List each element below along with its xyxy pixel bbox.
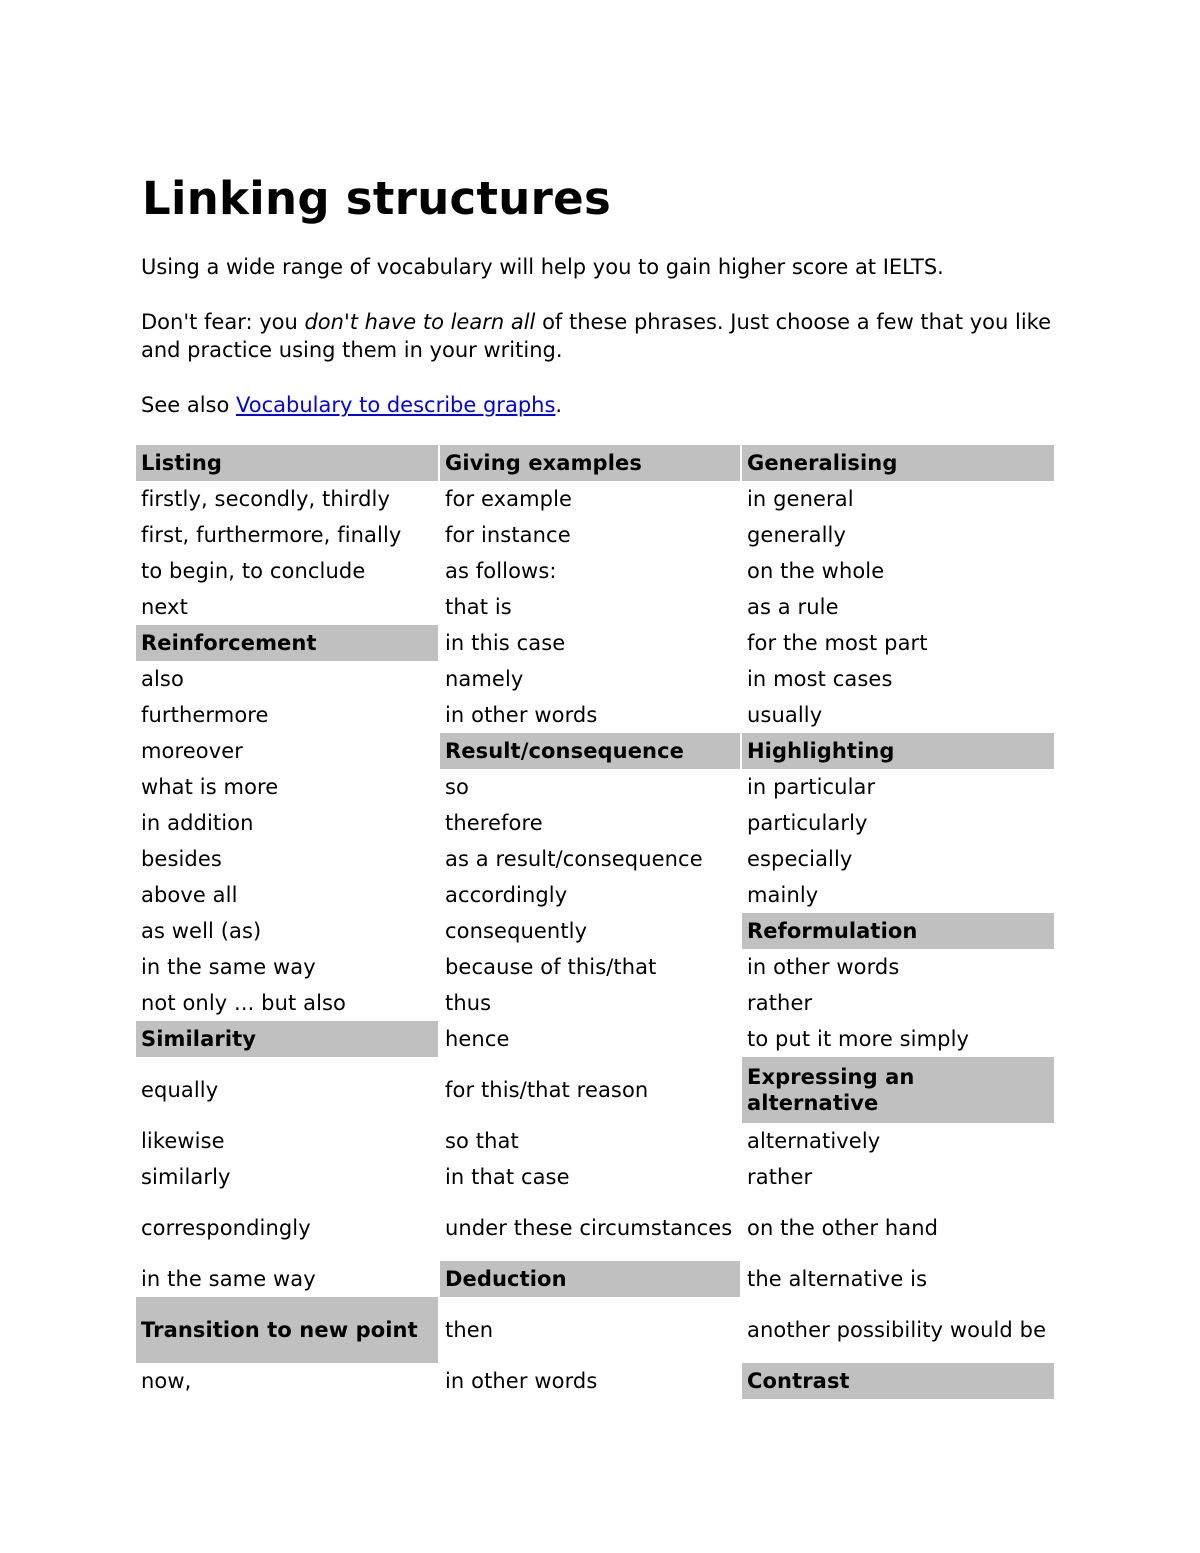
table-row bbox=[136, 1057, 1056, 1123]
category-header-cell: Highlighting bbox=[742, 733, 1056, 769]
category-header-cell: Listing bbox=[136, 445, 440, 481]
see-also-prefix: See also bbox=[141, 393, 237, 417]
category-header-cell: Transition to new point bbox=[136, 1297, 440, 1363]
phrase-cell: so that bbox=[445, 1129, 519, 1153]
phrase-cell: for the most part bbox=[747, 631, 928, 655]
phrase-cell: as follows: bbox=[445, 559, 557, 583]
phrase-cell: besides bbox=[141, 847, 222, 871]
table-row bbox=[136, 1195, 1056, 1261]
phrase-cell: under these circumstances bbox=[445, 1216, 733, 1240]
phrase-cell: in other words bbox=[445, 1369, 598, 1393]
phrase-cell: first, furthermore, finally bbox=[141, 523, 402, 547]
category-header-cell: Result/consequence bbox=[440, 733, 742, 769]
phrase-cell: the alternative is bbox=[747, 1267, 928, 1291]
document-page bbox=[136, 168, 1056, 419]
category-header-cell: Similarity bbox=[136, 1021, 440, 1057]
phrase-cell: consequently bbox=[445, 919, 588, 943]
phrase-cell: similarly bbox=[141, 1165, 231, 1189]
phrase-cell: correspondingly bbox=[141, 1216, 311, 1240]
see-also-suffix: . bbox=[555, 393, 563, 417]
table-row bbox=[136, 985, 1056, 1021]
table-body bbox=[136, 445, 1056, 1399]
phrase-cell: as a rule bbox=[747, 595, 839, 619]
advice-text-start: Don't fear: you bbox=[141, 310, 305, 334]
table-row bbox=[136, 1159, 1056, 1195]
table-row bbox=[136, 949, 1056, 985]
phrase-cell: especially bbox=[747, 847, 853, 871]
table-row bbox=[136, 733, 1056, 769]
phrase-cell: in the same way bbox=[141, 955, 316, 979]
advice-paragraph bbox=[141, 308, 1056, 364]
table-row bbox=[136, 1363, 1056, 1399]
table-row bbox=[136, 841, 1056, 877]
phrase-cell: because of this/that bbox=[445, 955, 657, 979]
table-row bbox=[136, 625, 1056, 661]
page-title: Linking structures bbox=[142, 172, 612, 225]
category-header-cell: Expressing an alternative bbox=[742, 1057, 1056, 1123]
table-row bbox=[136, 913, 1056, 949]
phrase-cell: equally bbox=[141, 1078, 219, 1102]
phrase-cell: rather bbox=[747, 991, 813, 1015]
table-row bbox=[136, 661, 1056, 697]
phrase-cell: for this/that reason bbox=[445, 1078, 649, 1102]
phrase-cell: moreover bbox=[141, 739, 244, 763]
vocabulary-graphs-link[interactable]: Vocabulary to describe graphs bbox=[236, 393, 556, 417]
phrase-cell: in this case bbox=[445, 631, 566, 655]
phrase-cell: in particular bbox=[747, 775, 876, 799]
table-row bbox=[136, 517, 1056, 553]
phrase-cell: in general bbox=[747, 487, 854, 511]
phrase-cell: now, bbox=[141, 1369, 192, 1393]
category-header-cell: Generalising bbox=[742, 445, 1056, 481]
phrase-cell: usually bbox=[747, 703, 823, 727]
table-row bbox=[136, 1021, 1056, 1057]
phrase-cell: also bbox=[141, 667, 184, 691]
phrase-cell: in other words bbox=[445, 703, 598, 727]
category-header-cell: Reinforcement bbox=[136, 625, 440, 661]
table-row bbox=[136, 1261, 1056, 1297]
phrase-cell: as well (as) bbox=[141, 919, 262, 943]
phrase-cell: another possibility would be bbox=[747, 1318, 1047, 1342]
phrase-cell: not only ... but also bbox=[141, 991, 347, 1015]
phrase-cell: to begin, to conclude bbox=[141, 559, 366, 583]
phrase-cell: hence bbox=[445, 1027, 510, 1051]
phrase-cell: particularly bbox=[747, 811, 868, 835]
category-header-cell: Giving examples bbox=[440, 445, 742, 481]
table-row bbox=[136, 481, 1056, 517]
category-header-cell: Contrast bbox=[742, 1363, 1056, 1399]
table-row bbox=[136, 1123, 1056, 1159]
phrase-cell: what is more bbox=[141, 775, 279, 799]
phrase-cell: accordingly bbox=[445, 883, 568, 907]
table-row bbox=[136, 697, 1056, 733]
table-row bbox=[136, 445, 1056, 481]
phrase-cell: next bbox=[141, 595, 188, 619]
phrase-cell: in other words bbox=[747, 955, 900, 979]
see-also-paragraph bbox=[141, 391, 1056, 419]
linking-phrases-table bbox=[136, 445, 1056, 1399]
phrase-cell: in the same way bbox=[141, 1267, 316, 1291]
category-header-cell: Deduction bbox=[440, 1261, 742, 1297]
phrase-cell: that is bbox=[445, 595, 512, 619]
phrase-cell: namely bbox=[445, 667, 524, 691]
table-row bbox=[136, 805, 1056, 841]
phrase-cell: for example bbox=[445, 487, 573, 511]
phrase-cell: generally bbox=[747, 523, 846, 547]
table-row bbox=[136, 769, 1056, 805]
phrase-cell: for instance bbox=[445, 523, 571, 547]
phrase-cell: furthermore bbox=[141, 703, 269, 727]
table-row bbox=[136, 553, 1056, 589]
advice-emphasis: don't have to learn all bbox=[304, 310, 536, 334]
advice-text-end: of these phrases. Just choose a few that you like and practice using them in your writing. bbox=[141, 310, 1052, 362]
phrase-cell: then bbox=[445, 1318, 494, 1342]
phrase-cell: likewise bbox=[141, 1129, 225, 1153]
table-row bbox=[136, 1297, 1056, 1363]
phrase-cell: firstly, secondly, thirdly bbox=[141, 487, 390, 511]
phrase-cell: thus bbox=[445, 991, 492, 1015]
phrase-cell: mainly bbox=[747, 883, 819, 907]
table-row bbox=[136, 877, 1056, 913]
intro-paragraph: Using a wide range of vocabulary will help you to gain higher score at IELTS. bbox=[141, 255, 944, 279]
phrase-cell: alternatively bbox=[747, 1129, 881, 1153]
phrase-cell: on the whole bbox=[747, 559, 885, 583]
phrase-cell: to put it more simply bbox=[747, 1027, 970, 1051]
phrase-cell: above all bbox=[141, 883, 238, 907]
phrase-cell: in most cases bbox=[747, 667, 893, 691]
phrase-cell: so bbox=[445, 775, 469, 799]
phrase-cell: in that case bbox=[445, 1165, 570, 1189]
phrase-cell: on the other hand bbox=[747, 1216, 939, 1240]
phrase-cell: therefore bbox=[445, 811, 543, 835]
table-row bbox=[136, 589, 1056, 625]
phrase-cell: as a result/consequence bbox=[445, 847, 703, 871]
category-header-cell: Reformulation bbox=[742, 913, 1056, 949]
phrase-cell: rather bbox=[747, 1165, 813, 1189]
phrase-cell: in addition bbox=[141, 811, 254, 835]
